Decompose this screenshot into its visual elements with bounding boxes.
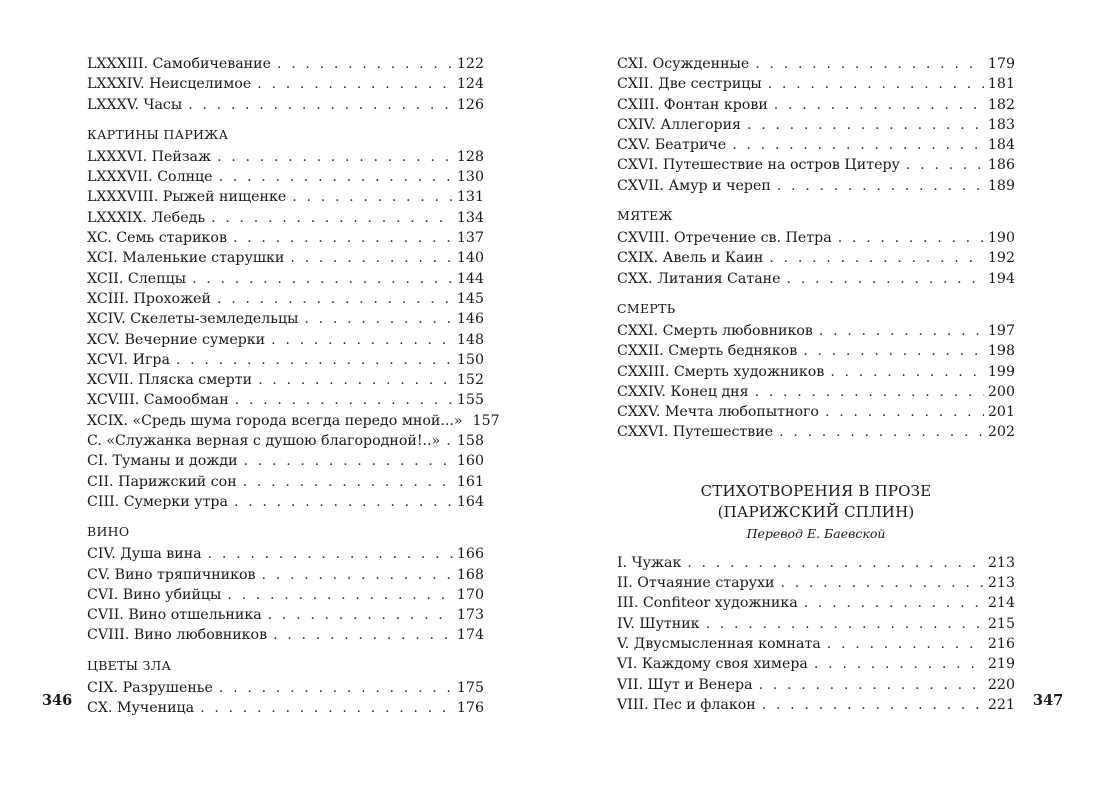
dot-leader (804, 593, 984, 613)
toc-entry[interactable] (87, 74, 484, 94)
toc-entry[interactable] (87, 605, 484, 625)
dot-leader (906, 155, 984, 175)
entry-title: CVIII. Вино любовников (87, 627, 268, 644)
dot-leader (732, 135, 984, 155)
prose-section-title (617, 481, 1015, 543)
entry-title: CXVI. Путешествие на остров Цитеру (617, 157, 900, 174)
entry-title: CXIII. Фонтан крови (617, 96, 768, 113)
entry-title: III. Confiteor художника (617, 595, 798, 612)
dot-leader (268, 605, 453, 625)
toc-entry[interactable] (87, 208, 484, 228)
dot-leader (258, 370, 453, 390)
toc-entry[interactable] (617, 593, 1015, 613)
toc-entry[interactable] (87, 370, 484, 390)
dot-leader (227, 585, 453, 605)
entry-title: VI. Каждому своя химера (617, 656, 808, 673)
entry-page: 184 (987, 137, 1015, 154)
toc-entry[interactable] (617, 115, 1015, 135)
entry-page: 181 (987, 76, 1015, 93)
dot-leader (176, 350, 453, 370)
entry-page: 144 (456, 270, 484, 287)
toc-entry[interactable] (87, 678, 484, 698)
dot-leader (706, 614, 984, 634)
entry-title: CXXIII. Смерть художников (617, 363, 825, 380)
toc-entry[interactable] (617, 269, 1015, 289)
toc-entry[interactable] (617, 695, 1015, 715)
section-entries (617, 321, 1015, 443)
entry-page: 155 (456, 392, 484, 409)
entry-page: 192 (987, 250, 1015, 267)
toc-entry[interactable] (617, 553, 1015, 573)
dot-leader (830, 362, 984, 382)
entry-page: 157 (472, 412, 500, 429)
dot-leader (290, 248, 453, 268)
toc-entry[interactable] (617, 176, 1015, 196)
toc-entry[interactable] (87, 309, 484, 329)
dot-leader (819, 321, 984, 341)
entry-title: CIII. Сумерки утра (87, 493, 228, 510)
toc-entry[interactable] (87, 350, 484, 370)
entry-title: CIX. Разрушенье (87, 679, 213, 696)
toc-entry[interactable] (87, 228, 484, 248)
dot-leader (803, 341, 984, 361)
entry-page: 145 (456, 290, 484, 307)
dot-leader (768, 74, 984, 94)
section-heading: ВИНО (87, 524, 130, 540)
right-page-toc (617, 54, 1015, 715)
entry-title: LXXXVII. Солнце (87, 169, 213, 186)
toc-entry[interactable] (87, 411, 500, 431)
toc-entry[interactable] (87, 544, 484, 564)
toc-entry[interactable] (617, 95, 1015, 115)
entry-page: 166 (456, 546, 484, 563)
dot-leader (838, 228, 984, 248)
section-heading: КАРТИНЫ ПАРИЖА (87, 126, 229, 142)
dot-leader (200, 698, 453, 718)
toc-entry[interactable] (87, 330, 484, 350)
toc-entry[interactable] (617, 54, 1015, 74)
entry-page: 128 (456, 148, 484, 165)
entry-title: CXXVI. Путешествие (617, 424, 774, 441)
entry-page: 146 (456, 311, 484, 328)
toc-entry[interactable] (87, 492, 484, 512)
entry-page: 170 (456, 586, 484, 603)
dot-leader (769, 248, 984, 268)
toc-entry[interactable] (617, 135, 1015, 155)
dot-leader (262, 565, 453, 585)
toc-entry[interactable] (87, 54, 484, 74)
prose-title-line1: СТИХОТВОРЕНИЯ В ПРОЗЕ (700, 481, 932, 500)
toc-entry[interactable] (617, 155, 1015, 175)
toc-entry[interactable] (87, 269, 484, 289)
entry-title: CX. Мученица (87, 700, 195, 717)
toc-entry[interactable] (617, 654, 1015, 674)
section-entries (87, 544, 484, 645)
entry-page: 152 (456, 372, 484, 389)
entry-title: XCVII. Пляска смерти (87, 372, 253, 389)
dot-leader (235, 390, 453, 410)
dot-leader (755, 54, 984, 74)
entry-title: CXI. Осужденные (617, 56, 750, 72)
entry-title: CXVII. Амур и череп (617, 177, 771, 194)
entry-page: 173 (456, 607, 484, 624)
entry-title: VIII. Пес и флакон (617, 696, 756, 713)
entry-title: VII. Шут и Венера (617, 676, 753, 693)
entry-page: 126 (456, 96, 484, 113)
toc-entry[interactable] (87, 698, 484, 718)
entry-page: 213 (987, 575, 1015, 592)
toc-entry[interactable] (617, 382, 1015, 402)
entry-title: XC. Семь стариков (87, 230, 227, 247)
section-heading: ЦВЕТЫ ЗЛА (87, 657, 172, 673)
entry-title: IV. Шутник (617, 615, 700, 632)
toc-entry[interactable] (87, 95, 484, 115)
entry-title: CXII. Две сестрицы (617, 76, 762, 93)
entry-page: 186 (987, 157, 1015, 174)
dot-leader (777, 176, 984, 196)
entry-title: CV. Вино тряпичников (87, 566, 256, 583)
entry-title: LXXXV. Часы (87, 96, 183, 113)
section-heading: МЯТЕЖ (617, 208, 673, 224)
entry-page: 215 (987, 615, 1015, 632)
dot-leader (827, 634, 984, 654)
dot-leader (687, 553, 984, 573)
toc-entry[interactable] (87, 187, 484, 207)
dot-leader (304, 309, 452, 329)
dot-leader (208, 544, 453, 564)
entry-page: 220 (987, 676, 1015, 693)
dot-leader (217, 147, 453, 167)
entry-title: CXIV. Аллегория (617, 116, 741, 133)
dot-leader (243, 472, 453, 492)
entry-page: 164 (456, 493, 484, 510)
entry-title: CIV. Душа вина (87, 546, 202, 563)
section-heading: СМЕРТЬ (617, 300, 676, 316)
entry-title: I. Чужак (617, 554, 682, 571)
toc-entry[interactable] (617, 248, 1015, 268)
entry-page: 174 (456, 627, 484, 644)
dot-leader (755, 382, 984, 402)
dot-leader (277, 54, 453, 74)
dot-leader (762, 695, 984, 715)
entry-title: LXXXIV. Неисцелимое (87, 76, 252, 93)
entry-page: 161 (456, 473, 484, 490)
dot-leader (217, 289, 453, 309)
entry-page: 179 (987, 56, 1015, 72)
entry-page: 130 (456, 169, 484, 186)
toc-entry[interactable] (617, 341, 1015, 361)
entry-page: 131 (456, 189, 484, 206)
prose-entries (617, 553, 1015, 715)
entry-page: 202 (987, 424, 1015, 441)
page-number-left: 346 (42, 692, 73, 709)
entry-page: 197 (987, 322, 1015, 339)
dot-leader (219, 678, 453, 698)
entry-title: XCV. Вечерние сумерки (87, 331, 266, 348)
dot-leader (814, 654, 984, 674)
toc-entry[interactable] (617, 74, 1015, 94)
dot-leader (233, 228, 453, 248)
entry-page: 160 (456, 453, 484, 470)
entry-title: CXXII. Смерть бедняков (617, 343, 798, 360)
dot-leader (759, 675, 984, 695)
entry-page: 199 (987, 363, 1015, 380)
toc-entry[interactable] (87, 451, 484, 471)
section-entries (617, 228, 1015, 289)
dot-leader (219, 167, 453, 187)
entry-page: 214 (987, 595, 1015, 612)
section-entries (87, 678, 484, 719)
entry-title: LXXXIX. Лебедь (87, 209, 206, 226)
toc-entry[interactable] (617, 228, 1015, 248)
dot-leader (192, 269, 453, 289)
toc-entry[interactable] (617, 362, 1015, 382)
entry-page: 194 (987, 270, 1015, 287)
entry-title: LXXXVIII. Рыжей нищенке (87, 189, 287, 206)
entry-title: V. Двусмысленная комната (617, 635, 821, 652)
toc-entry[interactable] (617, 402, 1015, 422)
entry-title: CVII. Вино отшельника (87, 607, 262, 624)
entry-title: XCIV. Скелеты-земледельцы (87, 311, 299, 328)
entry-page: 198 (987, 343, 1015, 360)
toc-entry[interactable] (87, 472, 484, 492)
entry-page: 189 (987, 177, 1015, 194)
entry-title: CXVIII. Отречение св. Петра (617, 230, 832, 247)
entry-page: 140 (456, 250, 484, 267)
toc-entry[interactable] (617, 614, 1015, 634)
entry-page: 175 (456, 679, 484, 696)
toc-entry[interactable] (617, 422, 1015, 442)
dot-leader (747, 115, 984, 135)
dot-leader (244, 451, 453, 471)
left-top-entries (87, 54, 484, 115)
toc-entry[interactable] (87, 625, 484, 645)
entry-page: 148 (456, 331, 484, 348)
entry-title: CXXV. Мечта любопытного (617, 404, 819, 421)
dot-leader (271, 330, 453, 350)
left-page-toc (87, 54, 500, 718)
section-entries (87, 147, 500, 512)
entry-page: 201 (987, 404, 1015, 421)
dot-leader (446, 431, 453, 451)
entry-page: 158 (456, 433, 484, 450)
entry-page: 168 (456, 566, 484, 583)
toc-entry[interactable] (87, 585, 484, 605)
entry-page: 150 (456, 351, 484, 368)
entry-page: 221 (987, 696, 1015, 713)
entry-title: CXIX. Авель и Каин (617, 250, 764, 267)
toc-entry[interactable] (87, 289, 484, 309)
dot-leader (234, 492, 453, 512)
toc-entry[interactable] (87, 147, 484, 167)
entry-page: 134 (456, 209, 484, 226)
toc-entry[interactable] (87, 565, 484, 585)
toc-entry[interactable] (617, 573, 1015, 593)
toc-entry[interactable] (87, 167, 484, 187)
dot-leader (292, 187, 453, 207)
entry-title: CII. Парижский сон (87, 473, 237, 490)
entry-title: C. «Служанка верная с душою благородной!..» (87, 433, 441, 450)
entry-page: 176 (456, 700, 484, 717)
dot-leader (211, 208, 453, 228)
toc-entry[interactable] (87, 431, 484, 451)
entry-title: CI. Туманы и дожди (87, 453, 238, 470)
entry-page: 219 (987, 656, 1015, 673)
entry-title: XCIII. Прохожей (87, 290, 211, 307)
entry-title: XCII. Слепцы (87, 270, 187, 287)
toc-entry[interactable] (87, 248, 484, 268)
entry-title: LXXXIII. Самобичевание (87, 56, 271, 72)
toc-entry[interactable] (87, 390, 484, 410)
entry-title: CXXI. Смерть любовников (617, 322, 813, 339)
page-number-right: 347 (1033, 692, 1064, 709)
entry-page: 200 (987, 383, 1015, 400)
dot-leader (780, 573, 983, 593)
entry-title: CXXIV. Конец дня (617, 383, 749, 400)
entry-page: 122 (456, 56, 484, 72)
entry-title: CXX. Литания Сатане (617, 270, 781, 287)
translator-credit: Перевод Е. Баевской (746, 525, 886, 541)
entry-page: 124 (456, 76, 484, 93)
right-top-entries (617, 54, 1015, 196)
entry-title: XCVIII. Самообман (87, 392, 229, 409)
toc-entry[interactable] (617, 675, 1015, 695)
entry-title: XCVI. Игра (87, 351, 170, 368)
entry-page: 213 (987, 554, 1015, 571)
entry-title: XCI. Маленькие старушки (87, 250, 285, 267)
prose-title-line2: (ПАРИЖСКИЙ СПЛИН) (717, 502, 915, 521)
dot-leader (273, 625, 453, 645)
toc-entry[interactable] (617, 634, 1015, 654)
entry-page: 183 (987, 116, 1015, 133)
dot-leader (787, 269, 984, 289)
dot-leader (779, 422, 984, 442)
dot-leader (825, 402, 984, 422)
entry-title: CVI. Вино убийцы (87, 586, 222, 603)
entry-title: CXV. Беатриче (617, 137, 727, 154)
entry-title: LXXXVI. Пейзаж (87, 148, 212, 165)
entry-title: II. Отчаяние старухи (617, 575, 775, 592)
entry-page: 182 (987, 96, 1015, 113)
dot-leader (188, 95, 453, 115)
toc-entry[interactable] (617, 321, 1015, 341)
entry-page: 190 (987, 230, 1015, 247)
entry-page: 216 (987, 635, 1015, 652)
entry-page: 137 (456, 230, 484, 247)
dot-leader (774, 95, 984, 115)
entry-title: XCIX. «Средь шума города всегда передо мной...» (87, 412, 463, 429)
dot-leader (257, 74, 453, 94)
